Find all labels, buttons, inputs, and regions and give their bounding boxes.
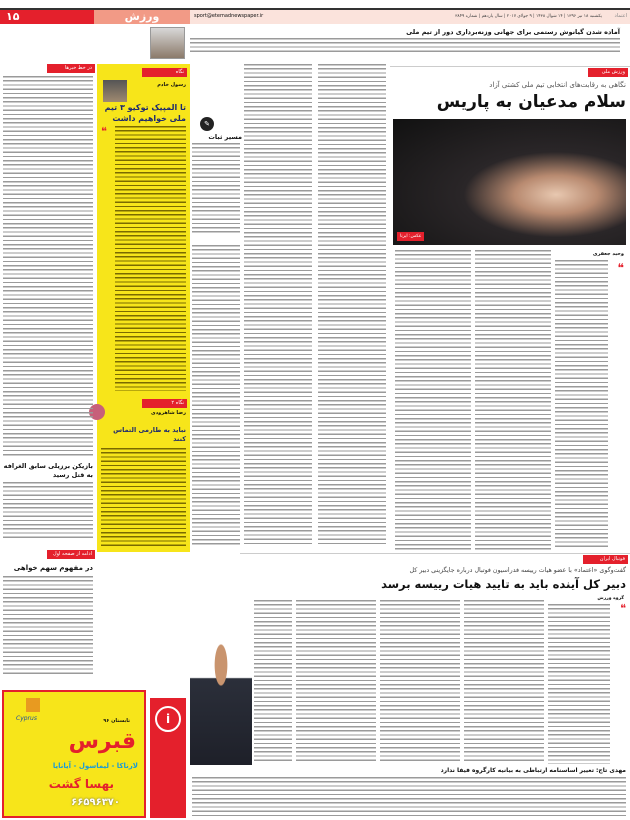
opinion-body-text — [115, 126, 186, 391]
email-link[interactable]: sport@etemadnewspaper.ir — [194, 13, 264, 19]
page-number: ۱۵ — [0, 10, 94, 24]
news-brief-text — [3, 76, 93, 456]
photo-caption: عکس: ایرنا — [397, 232, 424, 241]
bottom-sub-text — [192, 777, 626, 817]
continued-label: ادامه از صفحه اول — [47, 550, 95, 559]
left-story3-text — [3, 576, 93, 676]
opinion-author-2: رضا شاهرودی — [151, 410, 186, 416]
ad-cities: لارناکا - لیماسول - آیانایا — [52, 762, 138, 770]
quote-icon: ❝ — [617, 261, 624, 275]
teaser-headline[interactable]: آماده شدن گیانوش رستمی برای جهانی وزنه‌برداری دور از تیم ملی — [406, 28, 620, 36]
official-photo — [190, 640, 252, 765]
opinion-headline-2[interactable]: نباید به طارمی التماس کنند — [113, 426, 186, 443]
author-photo — [103, 80, 127, 102]
opinion-headline[interactable]: تا المپیک توکیو ۳ تیم ملی خواهیم داشت — [104, 103, 186, 123]
opinion-label-2: نگاه ۲ — [142, 399, 187, 408]
opinion-author: رسول خادم — [157, 82, 186, 88]
ad-phone: ۶۶۵۹۶۳۷۰ — [71, 797, 120, 808]
main-body-col1 — [555, 260, 608, 550]
quote-icon: ❝ — [101, 125, 107, 138]
bottom-headline[interactable]: دبیر کل آینده باید به تایید هیات رییسه برسد — [381, 577, 626, 591]
opinion-box — [97, 64, 190, 552]
cyprus-brand: Cyprus — [16, 715, 37, 722]
news-brief-label: در خط خبرها — [47, 64, 95, 73]
bottom-kicker: فوتبال ایران — [583, 555, 628, 564]
bottom-body-col3 — [380, 600, 460, 764]
ad-title: قبرس — [68, 729, 136, 754]
opinion-label: نگاه — [142, 68, 187, 77]
bottom-sub-headline[interactable]: مهدی تاج: تغییر اساسنامه ارتباطی به بیانیه کارگروه فیفا ندارد — [440, 767, 626, 774]
left-story-headline[interactable]: بازیکن برزیلی سابق الغرافه به قتل رسید — [3, 462, 93, 479]
wrestler-photo — [393, 119, 626, 245]
opinion-body-text-2 — [101, 448, 186, 548]
info-box — [150, 698, 186, 818]
newspaper-logo: اعتماد — [614, 13, 627, 19]
side-body-text — [192, 143, 240, 233]
cyprus-logo-icon — [26, 698, 40, 712]
ad-season: تابستان ۹۶ — [103, 718, 130, 724]
middle-body-col1 — [318, 64, 386, 544]
teaser-body-text — [190, 38, 620, 54]
bottom-body-col1 — [548, 604, 610, 764]
ad-agency: بهسا گشت — [48, 777, 114, 791]
bottom-subtitle: گفت‌وگوی «اعتماد» با عضو هیات رییسه فدراسیون فوتبال درباره جایگزینی دبیر کل — [409, 567, 626, 574]
side-body-text-2 — [192, 245, 240, 545]
left-story3-headline[interactable]: در مفهوم سهم خواهی — [13, 564, 93, 572]
page-header — [0, 8, 630, 24]
info-icon: i — [155, 706, 181, 732]
quote-icon: ❝ — [620, 602, 626, 615]
side-headline[interactable]: مسیر ثبات — [208, 133, 242, 141]
main-body-col2 — [475, 250, 551, 550]
cyprus-ad[interactable] — [2, 690, 146, 818]
chat-icon: ✎ — [200, 117, 214, 131]
author-name: وحید جعفری — [592, 251, 624, 257]
main-subtitle: نگاهی به رقابت‌های انتخابی تیم ملی کشتی آزاد — [489, 81, 626, 89]
header-info-bar — [190, 10, 630, 24]
section-title: ورزش — [94, 10, 190, 24]
main-kicker: ورزش ملی — [588, 68, 628, 77]
main-headline[interactable]: سلام مدعیان به پاریس — [436, 92, 626, 112]
bottom-body-col5 — [254, 600, 292, 764]
bottom-author: گروه ورزش — [597, 596, 624, 601]
bottom-body-col2 — [464, 600, 544, 764]
bottom-body-col4 — [296, 600, 376, 764]
middle-body-col2 — [244, 64, 312, 544]
left-story-text — [3, 482, 93, 540]
teaser-photo — [150, 27, 185, 59]
dateline: یکشنبه ۱۸ تیر ۱۳۹۶ | ۱۴ شوال ۱۴۳۸ | ۹ جولای ۲۰۱۷ | سال یازدهم | شماره ۳۸۴۹ — [455, 14, 602, 19]
main-body-col3 — [395, 250, 471, 550]
